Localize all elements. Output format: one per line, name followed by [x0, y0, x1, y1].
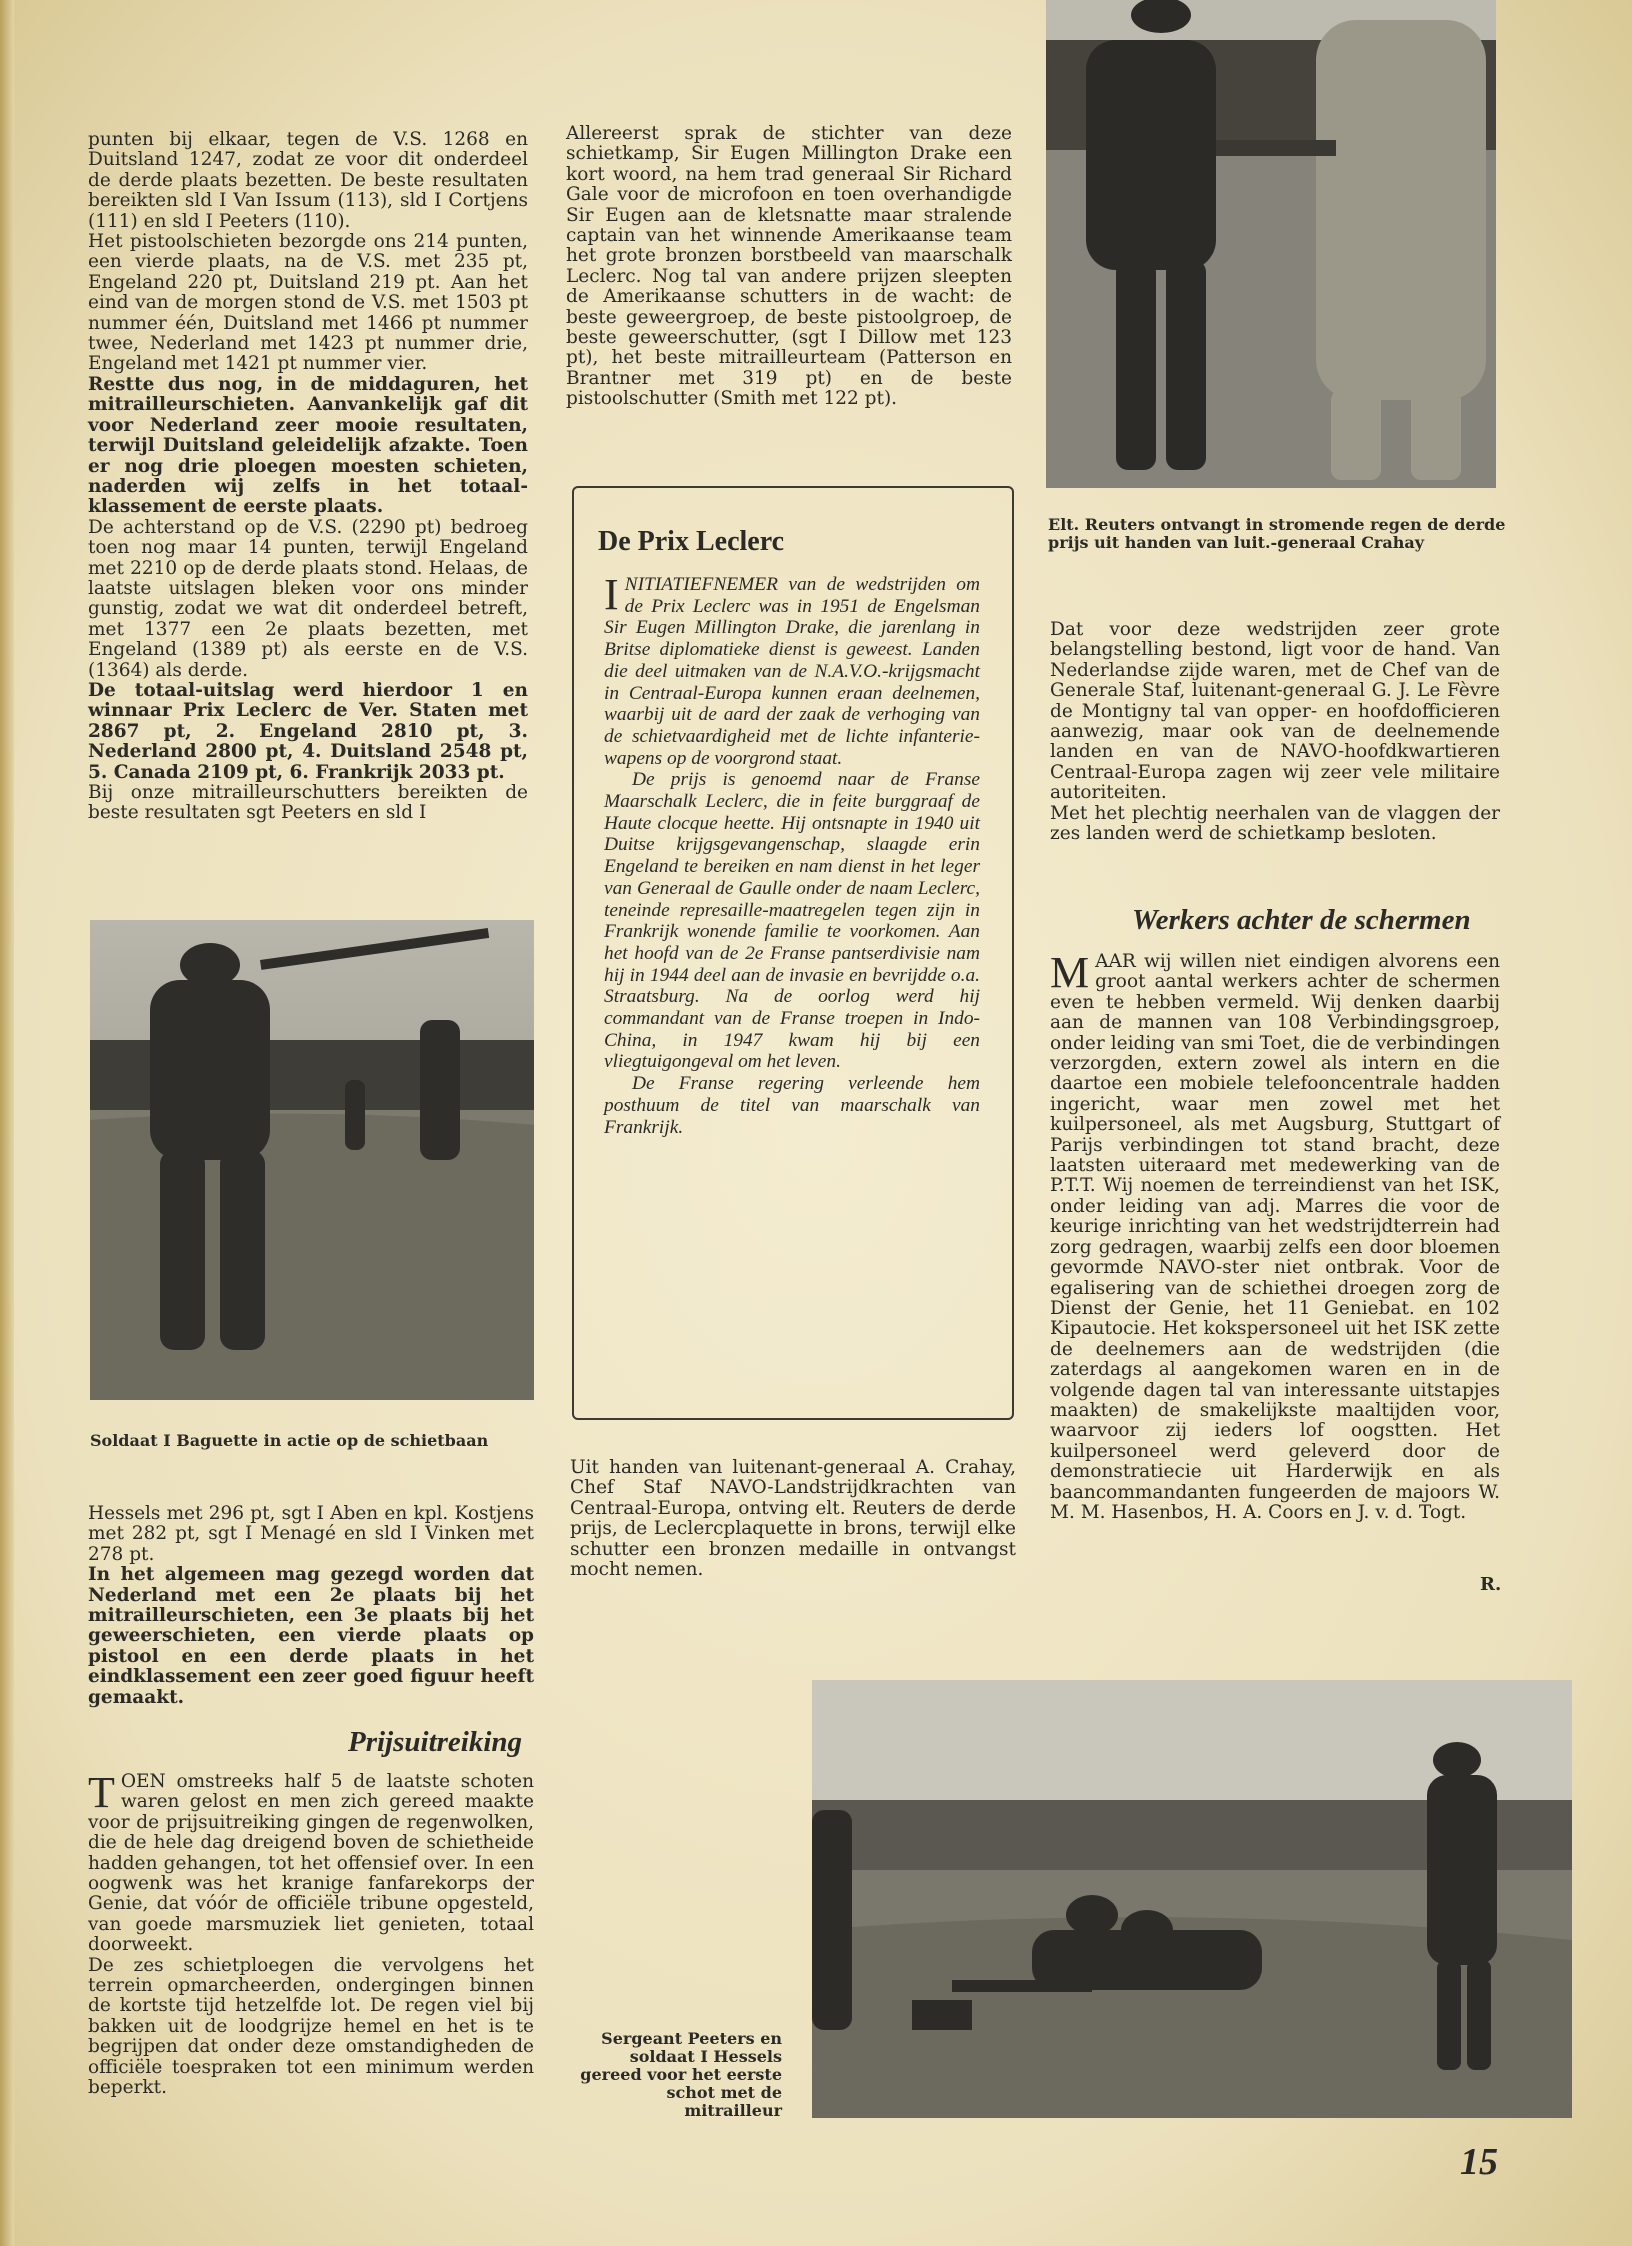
author-signature: R.	[1480, 1574, 1502, 1595]
paragraph: De achterstand op de V.S. (2290 pt) bedroeg toen nog maar 14 punten, terwijl Engeland met 2210 op de derde plaats stond. Helaas, de laatste uitslagen bleken voor ons minder gunstig, zodat we wat dit onderdeel betreft, met 1377 een 2e plaats bezetten, met Engeland (1389 pt) als eerste en de V.S. (1364) als derde.	[88, 516, 528, 681]
photo-soldier-firing	[90, 920, 534, 1400]
column-1-bottom	[88, 1504, 534, 1708]
paragraph: De zes schietploegen die vervolgens het terrein opmarcheerden, ondergingen binnen de kortste tijd hetzelfde lot. De regen viel bij bakken uit de loodgrijze hemel en het is te begrijpen dat onder deze omstandigheden de officiële toespraken tot een minimum werden beperkt.	[88, 1954, 534, 2099]
photo-soldier-firing-image	[90, 920, 534, 1400]
paragraph-bold: Restte dus nog, in de middaguren, het mitrailleurschieten. Aanvankelijk gaf dit voor Nederland zeer mooie resultaten, terwijl Duitsland geleidelijk afzakte. Toen er nog drie ploegen moesten schieten, naderden wij zelfs in het totaal-klassement de eerste plaats.	[88, 373, 528, 518]
paragraph: Dat voor deze wedstrijden zeer grote belangstelling bestond, ligt voor de hand. Van Nederlandse zijde waren, met de Chef van de Generale Staf, luitenant-generaal G. J. Le Fèvre de Montigny tal van opper- en hoofdofficieren aanwezig, maar ook van de deelnemende landen en van de NAVO-hoofdkwartieren Centraal-Europa zagen wij zeer vele militaire autoriteiten.	[1050, 619, 1500, 804]
dropcap: M	[1050, 948, 1090, 997]
paragraph: punten bij elkaar, tegen de V.S. 1268 en Duitsland 1247, zodat ze voor dit onderdeel de derde plaats bezetten. De beste resultaten bereikten sld I Van Issum (113), sld I Cortjens (111) en sld I Peeters (110).	[88, 129, 528, 232]
photo-machine-gun-team	[812, 1680, 1572, 2118]
dropcap: I	[604, 570, 619, 619]
box-title: De Prix Leclerc	[598, 526, 785, 557]
paragraph	[1050, 948, 1500, 1523]
paragraph: De prijs is genoemd naar de Franse Maarschalk Leclerc, die in feite burggraaf de Haute clocque heette. Hij ontsnapte in 1940 uit Duitse krijgsgevangenschap, slaagde erin Engeland te bereiken en nam dienst in het leger van Generaal de Gaulle onder de naam Leclerc, teneinde represaille-maatregelen tegen zijn in Frankrijk wonende familie te voorkomen. Aan het hoofd van de 2e Franse pantserdivisie nam hij in 1944 deel aan de invasie en bevrijdde o.a. Straatsburg. Na de oorlog werd hij commandant van de Franse troepen in Indo-China, in 1947 kwam hij bij een vliegtuigongeval om het leven.	[604, 769, 980, 1073]
page-number: 15	[1460, 2141, 1498, 2183]
caption-peeters: Sergeant Peeters en soldaat I Hessels gereed voor het eerste schot met de mitrailleur	[580, 2029, 782, 2120]
paragraph-bold: In het algemeen mag gezegd worden dat Nederland met een 2e plaats bij het mitrailleurschieten, een 3e plaats bij het geweerschieten, een vierde plaats op pistool en een derde plaats in het eindklassement een zeer goed figuur heeft gemaakt.	[88, 1564, 534, 1708]
paragraph-text: AAR wij willen niet eindigen alvorens een groot aantal werkers achter de schermen even te hebben vermeld. Wij denken daarbij aan de mannen van 108 Verbindingsgroep, onder leiding van smi Toet, die de verbindingen verzorgden, extern zowel als intern en die daartoe een mobiele telefooncentrale hadden ingericht, waar men zowel met het kuilpersoneel, als met Augsburg, Stuttgart of Parijs verbindingen tot stand bracht, deze laatsten uiteraard met medewerking van de P.T.T. Wij noemen de terreindienst van het ISK, onder leiding van adj. Marres die voor de keurige inrichting van het wedstrijdterrein had zorg gedragen, waarbij zelfs een door bloemen gevormde NAVO-ster niet ontbrak. Voor de egalisering van de schiethei droegen zorg de Dienst der Genie, het 11 Geniebat. en 102 Kipautocie. Het kokspersoneel uit het ISK zette de deelnemers aan de wedstrijden (die zaterdags al aangekomen waren en in de volgende dagen tal van interessante uitstapjes maakten) de smakelijkste maaltijden voor, waarvoor zij ieders lof oogstten. Het kuilpersoneel werd geleverd door de demonstratiecie uit Harderwijk en als baancommandanten fungeerden de majoors W. M. M. Hasenbos, H. A. Coors en J. v. d. Togt.	[1050, 951, 1500, 1523]
photo-prize-handover-image	[1046, 0, 1496, 488]
photo-prize-handover	[1046, 0, 1496, 488]
paragraph: De Franse regering verleende hem posthuum de titel van maarschalk van Frankrijk.	[604, 1073, 980, 1138]
paragraph-bold: De totaal-uitslag werd hierdoor 1 en winnaar Prix Leclerc de Ver. Staten met 2867 pt, 2. Engeland 2810 pt, 3. Nederland 2800 pt, 4. Duitsland 2548 pt, 5. Canada 2109 pt, 6. Frankrijk 2033 pt.	[88, 679, 528, 783]
column-3-top	[1050, 620, 1500, 844]
paragraph-text: OEN omstreeks half 5 de laatste schoten waren gelost en men zich gereed maakte voor de prijsuitreiking gingen de regenwolken, die de hele dag dreigend boven de schietheide hadden gehangen, tot het offensief over. In een oogwenk was het kranige fanfarekorps der Genie, dat vóór de officiële tribune opgesteld, van goede marsmuziek liet genieten, totaal doorweekt.	[88, 1771, 534, 1956]
heading-prijsuitreiking: Prijsuitreiking	[348, 1726, 523, 1758]
paragraph	[604, 570, 980, 769]
heading-werkers: Werkers achter de schermen	[1132, 904, 1471, 936]
photo-machine-gun-team-image	[812, 1680, 1572, 2118]
paragraph-text: NITIATIEFNEMER van de wedstrijden om de Prix Leclerc was in 1951 de Engelsman Sir Eugen Millington Drake, die jarenlang in Britse diplomatieke dienst is geweest. Landen die deel uitmaken van de N.A.V.O.-krijgsmacht in Centraal-Europa kunnen eraan deelnemen, waarbij uit de aard der zaak de verhoging van de schietvaardigheid met de lichte infanterie-wapens op de voorgrond staat.	[604, 574, 980, 769]
paragraph: Uit handen van luitenant-generaal A. Crahay, Chef Staf NAVO-Landstrijdkrachten van Centraal-Europa, ontving elt. Reuters de derde prijs, de Leclercplaquette in brons, terwijl elke schutter een bronzen medaille in ontvangst mocht nemen.	[570, 1457, 1016, 1581]
box-text	[604, 570, 980, 1138]
caption-baguette: Soldaat I Baguette in actie op de schietbaan	[90, 1431, 489, 1450]
paragraph: Het pistoolschieten bezorgde ons 214 punten, een vierde plaats, na de V.S. met 235 pt, Engeland 220 pt, Duitsland 219 pt. Aan het eind van de morgen stond de V.S. met 1503 pt nummer één, Duitsland met 1466 pt nummer twee, Nederland met 1423 pt nummer drie, Engeland met 1421 pt nummer vier.	[88, 231, 528, 375]
paragraph	[88, 1768, 534, 1956]
column-1-prijs	[88, 1768, 534, 2099]
paragraph: Hessels met 296 pt, sgt I Aben en kpl. Kostjens met 282 pt, sgt I Menagé en sld I Vinken met 278 pt.	[88, 1503, 534, 1565]
caption-reuters: Elt. Reuters ontvangt in stromende regen de derde prijs uit handen van luit.-generaal Crahay	[1048, 515, 1506, 552]
paragraph: Met het plechtig neerhalen van de vlaggen der zes landen werd de schietkamp besloten.	[1050, 802, 1500, 845]
paragraph: Bij onze mitrailleurschutters bereikten de beste resultaten sgt Peeters en sld I	[88, 782, 528, 824]
page-spine	[0, 0, 14, 2246]
column-3-werkers	[1050, 948, 1500, 1523]
column-2-bottom	[570, 1458, 1016, 1580]
dropcap: T	[88, 1768, 115, 1817]
column-2-top	[566, 124, 1012, 410]
paragraph: Allereerst sprak de stichter van deze schietkamp, Sir Eugen Millington Drake een kort woord, na hem trad generaal Sir Richard Gale voor de microfoon en toen overhandigde Sir Eugen aan de kletsnatte maar stralende captain van het winnende Amerikaanse team het grote bronzen borstbeeld van maarschalk Leclerc. Nog tal van andere prijzen sleepten de Amerikaanse schutters in de wacht: de beste geweergroep, de beste pistoolgroep, de beste geweerschutter, (sgt I Dillow met 123 pt), het beste mitrailleurteam (Patterson en Brantner met 319 pt) en de beste pistoolschutter (Smith met 122 pt).	[566, 123, 1012, 410]
column-1-top	[88, 130, 528, 824]
